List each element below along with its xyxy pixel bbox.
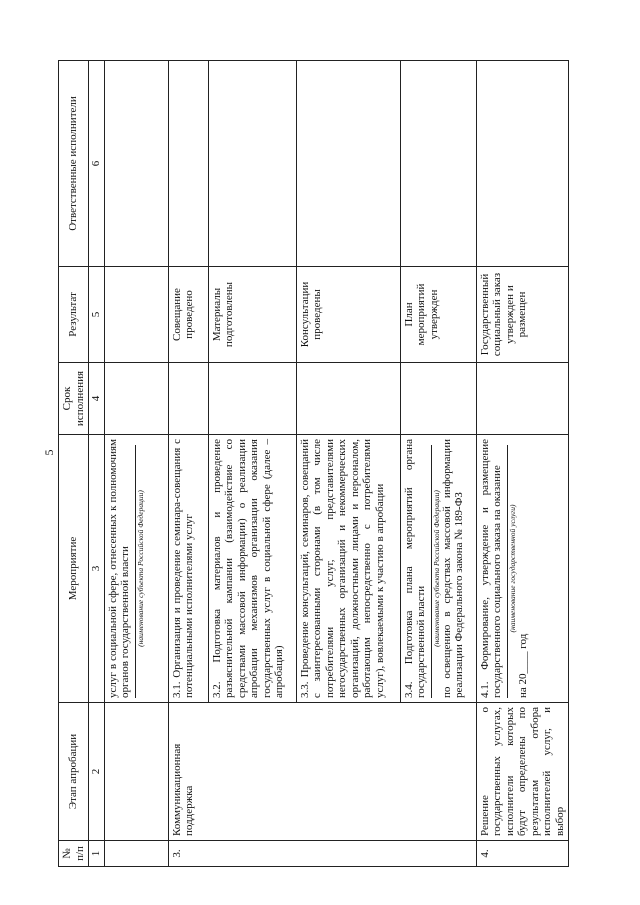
event-cell: услуг в социальной сфере, отнесенных к полномочиям органов государственной власти (наименование субъекта Российской Федерации)	[104, 435, 168, 703]
header-event: Мероприятие	[59, 435, 89, 703]
index-cell: 5	[89, 267, 105, 363]
result-cell: Совещание проведено	[168, 267, 208, 363]
row-number: 4.	[476, 841, 569, 867]
index-cell: 3	[89, 435, 105, 703]
result-cell: План мероприятий утвержден	[400, 267, 476, 363]
result-cell: Материалы подготовлены	[208, 267, 296, 363]
event-cell: 3.1. Организация и проведение семинара-совещания с потенциальными исполнителями услуг	[168, 435, 208, 703]
index-cell: 1	[89, 841, 105, 867]
header-term: Срок исполнения	[59, 363, 89, 435]
header-row	[59, 61, 89, 867]
page-number: 5	[42, 449, 56, 456]
table-row	[104, 61, 168, 867]
table-row	[168, 61, 208, 867]
header-stage: Этап апробации	[59, 703, 89, 841]
index-cell: 2	[89, 703, 105, 841]
event-cell: 3.2. Подготовка материалов и проведение разъяснительной кампании (взаимодействие со средствами массовой информации) о реализации апробации механизмов организации оказания государственных услуг в социальной сфере (далее – апробация)	[208, 435, 296, 703]
event-cell: 4.1. Формирование, утверждение и размещение государственного социального заказа на оказание (наименование государственной услуги) на 20____ год	[476, 435, 569, 703]
header-result: Результат	[59, 267, 89, 363]
event-cell: 3.4. Подготовка плана мероприятий органа государственной власти (наименование субъекта Российской Федерации) по освещению в средствах массовой информации реализации Федерального закона № 189-ФЗ	[400, 435, 476, 703]
header-num: № п/п	[59, 841, 89, 867]
column-index-row	[89, 61, 105, 867]
table-row	[476, 61, 569, 867]
approbation-table	[58, 60, 569, 867]
result-cell: Государственный социальный заказ утвержден и размещен	[476, 267, 569, 363]
row-number: 3.	[168, 841, 476, 867]
result-cell: Консультации проведены	[296, 267, 400, 363]
header-responsible: Ответственные исполнители	[59, 61, 89, 267]
event-cell: 3.3. Проведение консультаций, семинаров, совещаний с заинтересованными сторонами (в том числе потребителями услуг, представителями негосударственных организаций и некоммерческих организаций, должностными лицами и персоналом, работающим непосредственно с потребителями услуг), вовлекаемыми к участию в апробации	[296, 435, 400, 703]
index-cell: 6	[89, 61, 105, 267]
index-cell: 4	[89, 363, 105, 435]
stage-cell: Коммуникационная поддержка	[168, 703, 476, 841]
stage-cell: Решение о государственных услугах, исполнители которых будут определены по результатам отбора исполнителей услуг, и выбор	[476, 703, 569, 841]
